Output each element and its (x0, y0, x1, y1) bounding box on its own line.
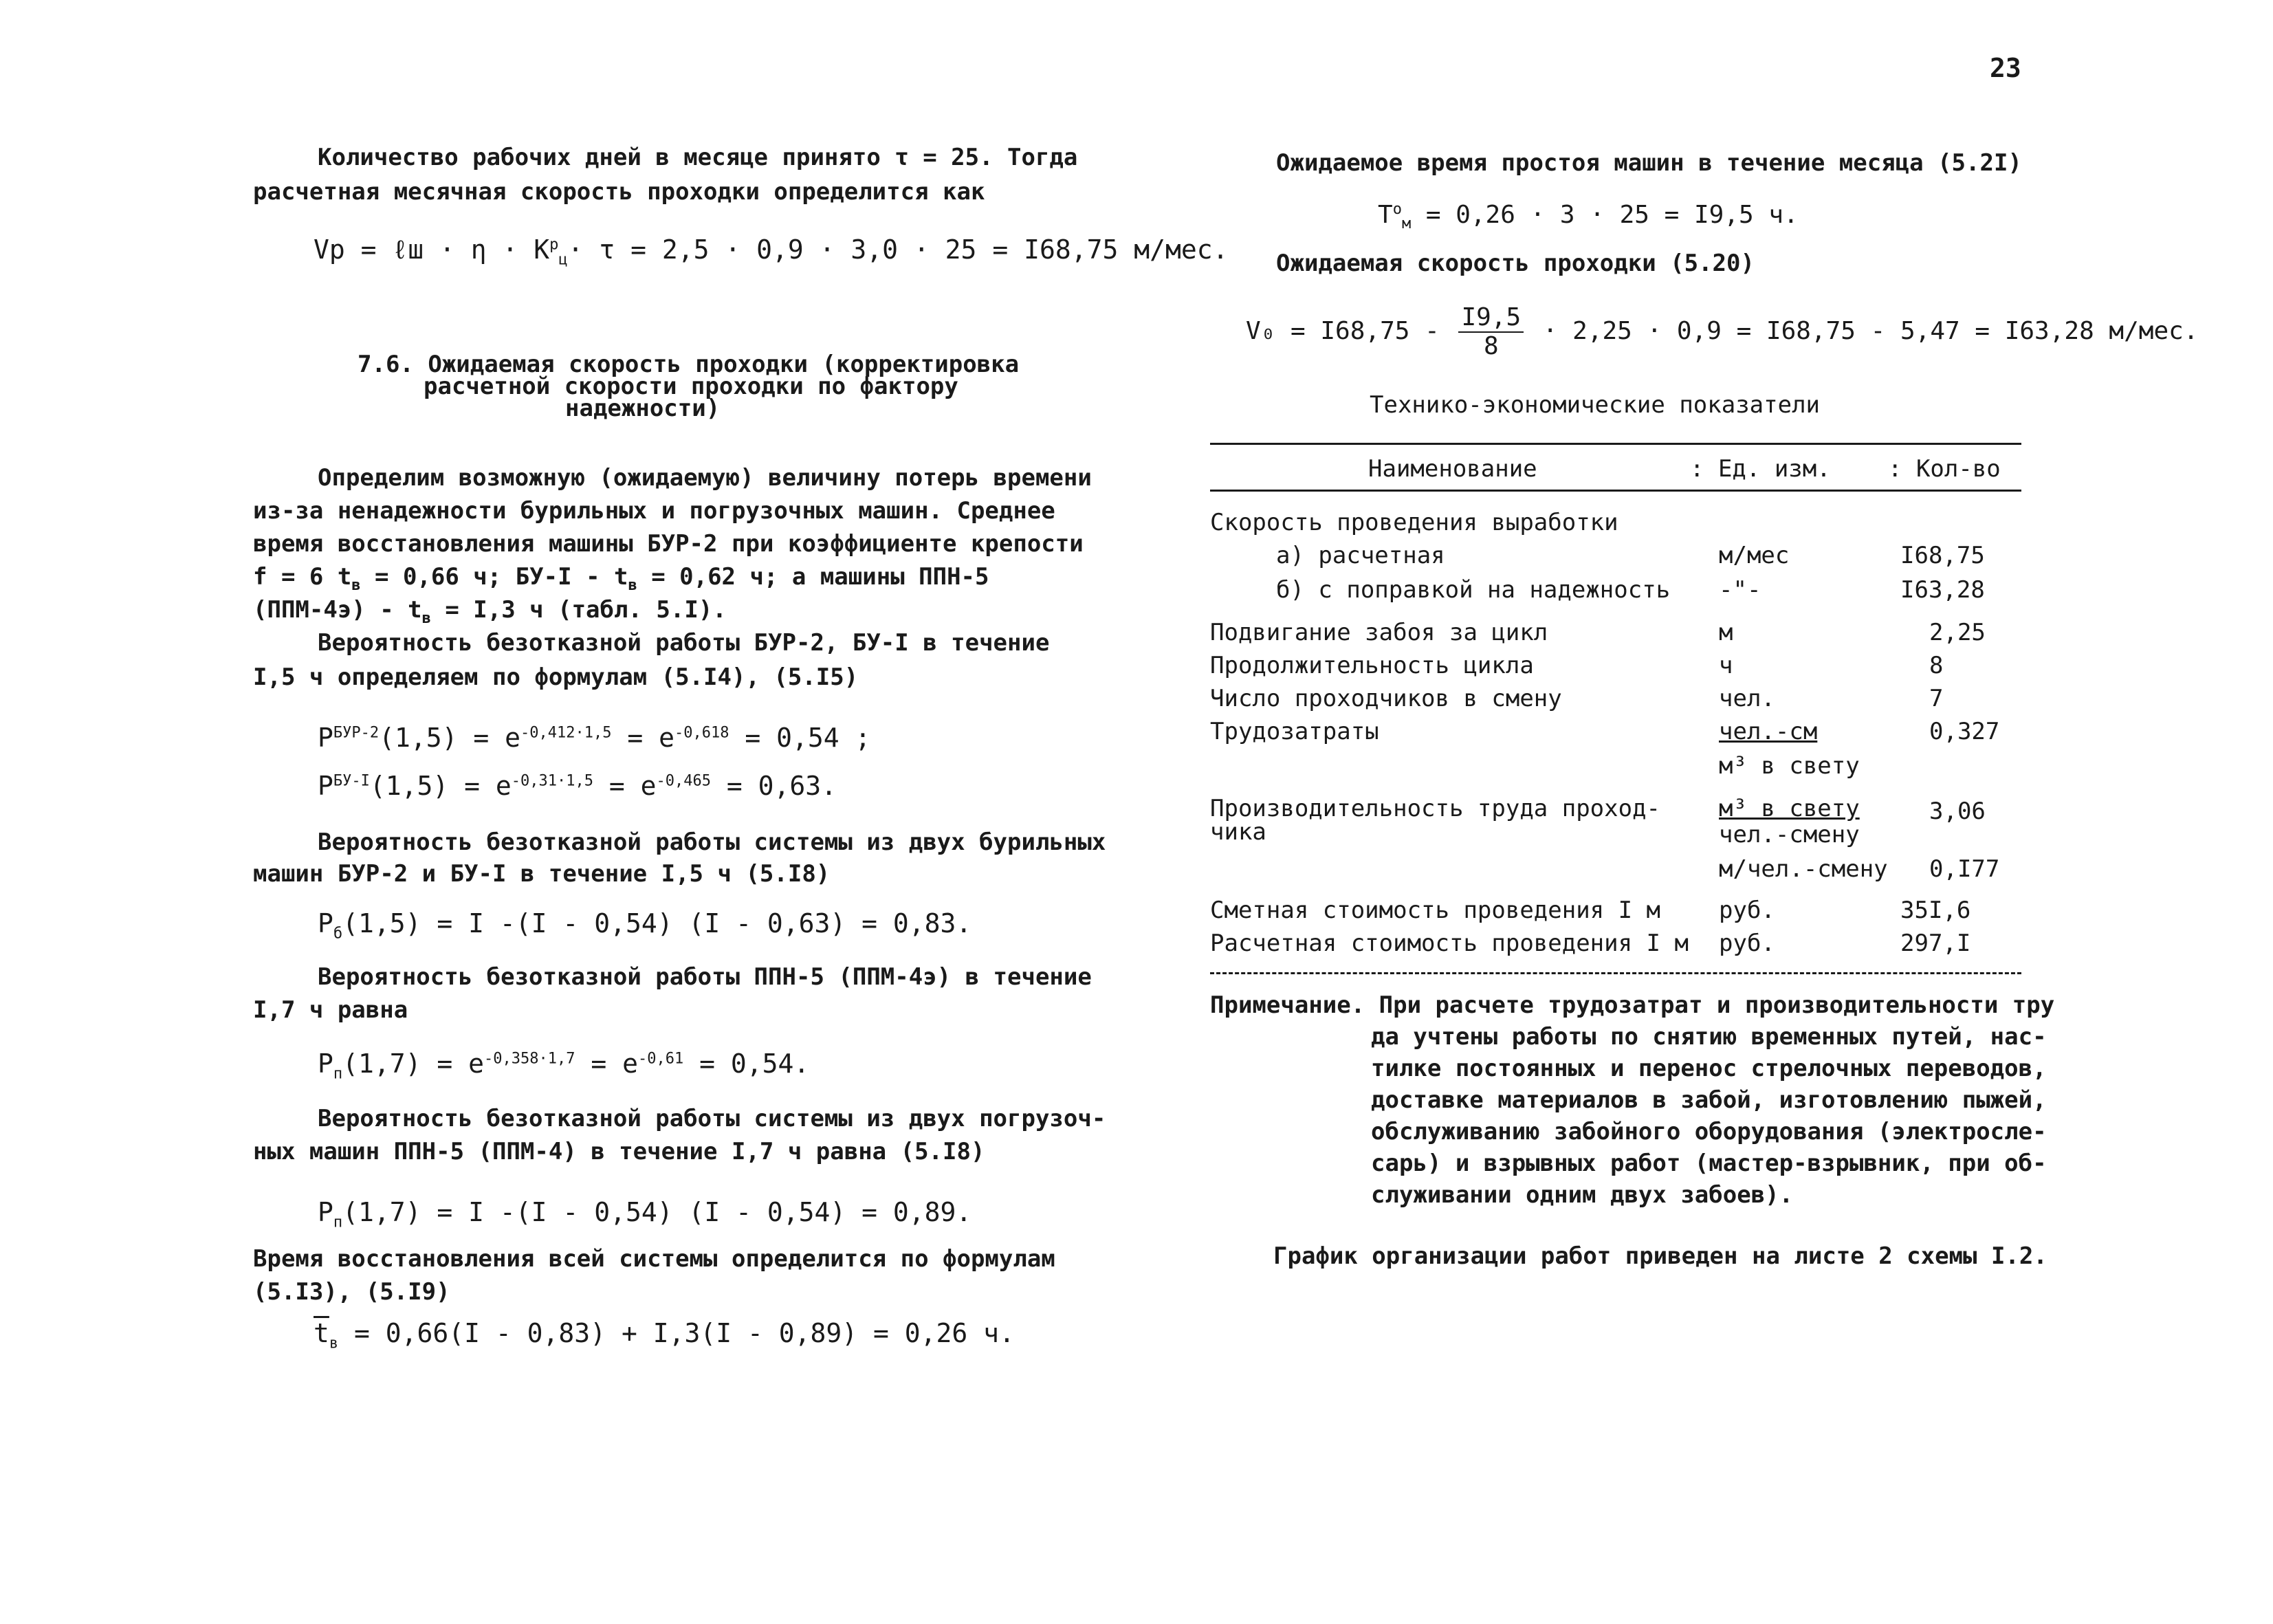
table-row-qty: I68,75 (1900, 542, 1985, 569)
text-line: Ожидаемая скорость проходки (5.20) (1276, 250, 1755, 277)
formula-part: P (318, 723, 333, 753)
formula-pn2 (318, 1196, 972, 1231)
formula-part: Vр = ℓш · η · K (314, 234, 550, 265)
formula-sup: БУР-2 (333, 724, 380, 742)
formula-part: = 0,26 · 3 · 25 = I9,5 ч. (1411, 201, 1799, 229)
formula-sup: -0,465 (656, 772, 711, 790)
section-heading-line: 7.6. Ожидаемая скорость проходки (корректировка (358, 351, 1020, 378)
text-part: = 0,66 ч; БУ-I - t (360, 563, 628, 591)
formula-part: (1,5) = e (369, 771, 512, 801)
formula-part: · 2,25 · 0,9 = I68,75 - 5,47 = I63,28 м/мес. (1528, 317, 2199, 345)
table-row-qty: 3,06 (1929, 798, 1986, 825)
table-row-qty: 0,I77 (1929, 855, 2000, 883)
text-line: Вероятность безотказной работы системы из двух бурильных (318, 829, 1106, 856)
table-header-rule (1210, 490, 2021, 492)
formula-part: P (318, 771, 333, 801)
text-line: из-за ненадежности бурильных и погрузочных машин. Среднее (253, 497, 1055, 525)
text-line: (5.I3), (5.I9) (253, 1278, 450, 1306)
table-row-unit: м/мес (1719, 542, 1790, 569)
formula-tm (1378, 199, 1799, 231)
table-row-qty: 0,327 (1929, 718, 2000, 745)
formula-sub: ц (558, 251, 568, 269)
formula-sup: о (1392, 201, 1402, 218)
table-header-unit: : Ед. изм. (1690, 455, 1831, 483)
formula-part: P (318, 908, 333, 939)
table-row-qty: 297,I (1900, 930, 1971, 957)
table-row-unit: м³ в свету (1719, 752, 1860, 780)
text-line (253, 594, 727, 626)
table-row-name: б) с поправкой на надежность (1276, 576, 1671, 604)
text-line: машин БУР-2 и БУ-I в течение I,5 ч (5.I8) (253, 860, 831, 888)
table-row-unit: чел.-см (1719, 718, 1818, 745)
text-part: = I,3 ч (табл. 5.I). (430, 596, 727, 624)
formula-vp (314, 234, 1229, 269)
text-line: Определим возможную (ожидаемую) величину потерь времени (318, 464, 1092, 492)
table-row-unit: м/чел.-смену (1719, 855, 1888, 883)
table-row-unit: чел.-смену (1719, 821, 1860, 848)
formula-part: · τ = 2,5 · 0,9 · 3,0 · 25 = I68,75 м/мес. (567, 234, 1229, 265)
page-number: 23 (1990, 53, 2021, 83)
table-row-qty: 2,25 (1929, 619, 1986, 646)
final-line: График организации работ приведен на листе 2 схемы I.2. (1273, 1242, 2047, 1270)
formula-part: P (318, 1049, 333, 1079)
formula-part: = 0,54. (683, 1049, 810, 1079)
formula-part: = e (575, 1049, 639, 1079)
formula-part: V₀ = I68,75 - (1246, 317, 1455, 345)
table-row-name: Производительность труда проход- (1210, 795, 1661, 822)
table-row-unit: чел. (1719, 685, 1775, 712)
table-row-name: Расчетная стоимость проведения I м (1210, 930, 1689, 957)
subscript: в (628, 576, 637, 594)
text-line: I,7 ч равна (253, 996, 408, 1024)
fraction-numerator: I9,5 (1458, 304, 1524, 333)
text-line: ных машин ППН-5 (ППМ-4) в течение I,7 ч равна (5.I8) (253, 1138, 985, 1165)
note-line: тилке постоянных и перенос стрелочных переводов, (1371, 1055, 2047, 1082)
table-row-name: Трудозатраты (1210, 718, 1379, 745)
formula-sup: -0,31·1,5 (511, 772, 593, 790)
text-part: (ППМ-4э) - t (253, 596, 422, 624)
note-line: служивании одним двух забоев). (1371, 1181, 1794, 1209)
subscript: в (421, 609, 431, 627)
formula-p-bur2 (318, 722, 870, 754)
fraction (1458, 304, 1524, 360)
table-row-qty: 35I,6 (1900, 897, 1971, 924)
fraction-denominator: 8 (1483, 332, 1499, 360)
text-line: Время восстановления всей системы определится по формулам (253, 1245, 1055, 1273)
formula-p-bu1 (318, 770, 837, 802)
table-row-unit: -"- (1719, 576, 1761, 604)
formula-part: = 0,66(I - 0,83) + I,3(I - 0,89) = 0,26 ч. (338, 1318, 1015, 1348)
table-row-unit: ч (1719, 652, 1733, 679)
subscript: в (351, 576, 361, 594)
text-line: Вероятность безотказной работы системы из двух погрузоч- (318, 1105, 1106, 1132)
note-line: доставке материалов в забой, изготовлению пыжей, (1371, 1086, 2047, 1114)
table-row-name: Скорость проведения выработки (1210, 509, 1618, 536)
subscript: м (1401, 215, 1412, 233)
formula-part: (1,7) = e (342, 1049, 485, 1079)
text-part: f = 6 t (253, 563, 352, 591)
table-row-qty: 7 (1929, 685, 1944, 712)
table-row-name: Сметная стоимость проведения I м (1210, 897, 1661, 924)
formula-sup: -0,412·1,5 (520, 724, 612, 742)
formula-part: (1,5) = e (379, 723, 521, 753)
table-row-unit: руб. (1719, 897, 1775, 924)
table-row-unit: м (1719, 619, 1733, 646)
subscript: в (329, 1335, 339, 1352)
formula-sup: -0,358·1,7 (484, 1050, 575, 1068)
table-top-rule (1210, 443, 2021, 445)
t-bar-symbol: $\overline{t}$ (314, 1318, 329, 1348)
text-line: Вероятность безотказной работы БУР-2, БУ-I в течение (318, 629, 1050, 657)
text-line: Ожидаемое время простоя машин в течение месяца (5.2I) (1276, 149, 2022, 177)
text-line: I,5 ч определяем по формулам (5.I4), (5.I5) (253, 663, 859, 691)
subscript: б (333, 925, 343, 943)
table-row-name: чика (1210, 818, 1266, 846)
table-title: Технико-экономические показатели (1370, 391, 1821, 419)
table-row-qty: I63,28 (1900, 576, 1985, 604)
table-row-qty: 8 (1929, 652, 1944, 679)
table-row-name: Число проходчиков в смену (1210, 685, 1562, 712)
table-header-qty: : Кол-во (1888, 455, 2001, 483)
formula-part: = 0,63. (711, 771, 837, 801)
formula-part: = e (593, 771, 657, 801)
table-row-name: Продолжительность цикла (1210, 652, 1534, 679)
formula-sup: БУ-I (333, 772, 370, 790)
text-part: = 0,62 ч; а машины ППН-5 (637, 563, 989, 591)
formula-part: = e (611, 723, 674, 753)
formula-v0 (1246, 304, 2198, 360)
table-header-name: Наименование (1368, 455, 1537, 483)
table-row-name: Подвигание забоя за цикл (1210, 619, 1548, 646)
note-line: сарь) и взрывных работ (мастер-взрывник, при об- (1371, 1150, 2047, 1177)
formula-sup: -0,61 (638, 1050, 684, 1068)
formula-pb (318, 908, 972, 943)
note-line: Примечание. При расчете трудозатрат и производительности тру (1210, 991, 2055, 1019)
note-line: обслуживанию забойного оборудования (электросле- (1371, 1118, 2047, 1145)
subscript: п (333, 1214, 343, 1231)
formula-part: P (318, 1197, 333, 1227)
table-row-unit: м³ в свету (1719, 795, 1860, 822)
section-heading-line: надежности) (565, 395, 721, 422)
note-line: да учтены работы по снятию временных путей, нас- (1371, 1023, 2047, 1051)
formula-sup: р (549, 236, 559, 254)
text-line: время восстановления машины БУР-2 при коэффициенте крепости (253, 530, 1084, 558)
table-bottom-rule (1210, 972, 2021, 974)
formula-part: (1,7) = I -(I - 0,54) (I - 0,54) = 0,89. (342, 1197, 972, 1227)
formula-sup: -0,618 (674, 724, 729, 742)
table-row-name: а) расчетная (1276, 542, 1445, 569)
section-heading-line: расчетной скорости проходки по фактору (424, 373, 958, 400)
subscript: п (333, 1065, 343, 1083)
formula-part: = 0,54 ; (729, 723, 871, 753)
formula-tb (314, 1317, 1015, 1352)
table-row-unit: руб. (1719, 930, 1775, 957)
text-line: расчетная месячная скорость проходки определится как (253, 178, 985, 206)
text-line (253, 561, 989, 593)
formula-pn1 (318, 1048, 810, 1083)
formula-part: T (1378, 201, 1393, 229)
text-line: Вероятность безотказной работы ППН-5 (ППМ-4э) в течение (318, 963, 1092, 991)
text-line: Количество рабочих дней в месяце принято τ = 25. Тогда (318, 144, 1078, 171)
formula-part: (1,5) = I -(I - 0,54) (I - 0,63) = 0,83. (342, 908, 972, 939)
